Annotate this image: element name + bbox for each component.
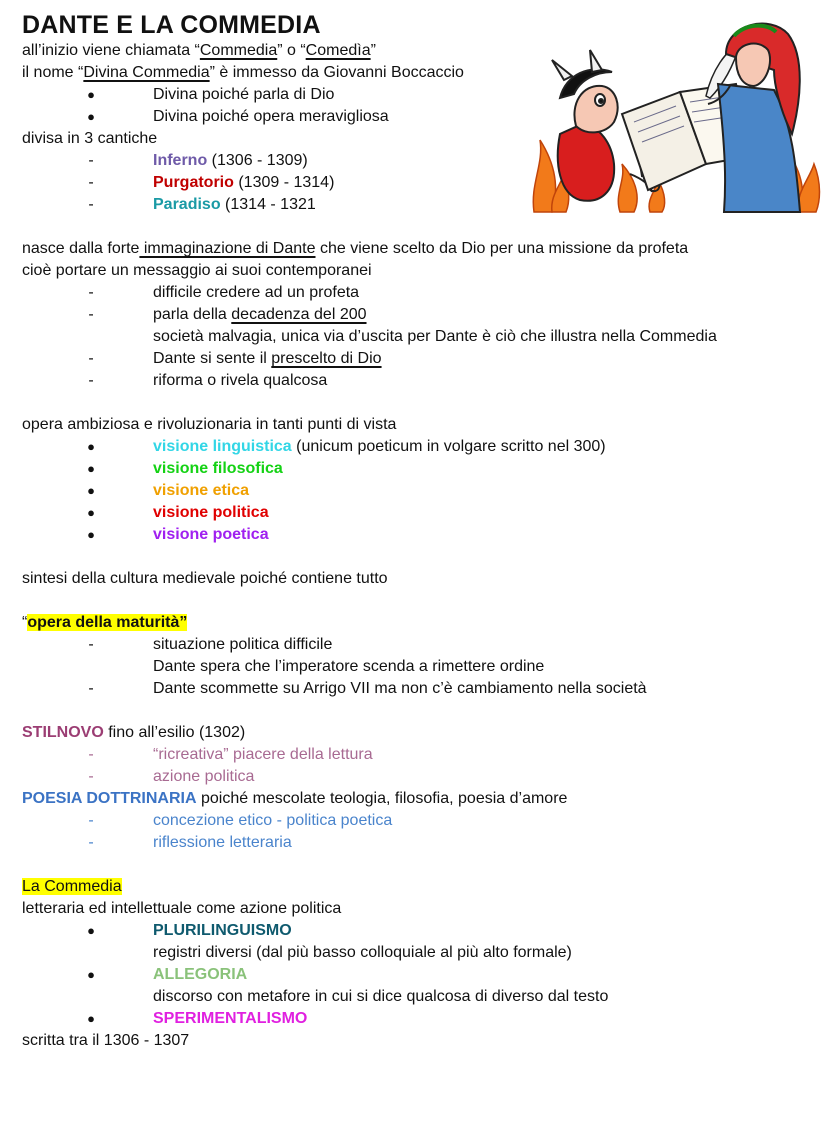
dash-icon: - [88,372,94,389]
term-comedia: Comedìa [305,42,371,59]
dash-icon: - [88,812,94,829]
list-item-continuation: società malvagia, unica via d’uscita per Dante è ciò che illustra nella Commedia [153,328,717,345]
plurilinguismo-item: ● PLURILINGUISMO [22,920,822,942]
term-commedia: Commedia [199,42,278,59]
maturita-heading: “opera della maturità” [22,614,188,631]
cantica-paradiso: - Paradiso (1314 - 1321 [22,194,822,216]
bullet-icon: ● [87,461,95,476]
sintesi-line: sintesi della cultura medievale poiché contiene tutto [22,570,388,587]
list-item: ● Divina poiché opera meravigliosa [22,106,822,128]
dottrinaria-heading: POESIA DOTTRINARIA poiché mescolate teologia, filosofia, poesia d’amore [22,790,568,807]
visione-politica: ● visione politica [22,502,822,524]
page-title: DANTE E LA COMMEDIA [22,11,321,39]
profeta-line-1: nasce dalla forte immaginazione di Dante che viene scelto da Dio per una missione da profeta [22,240,689,257]
dash-icon: - [88,284,94,301]
allegoria-item: ● ALLEGORIA [22,964,822,986]
cantica-inferno: - Inferno (1306 - 1309) [22,150,822,172]
bullet-icon: ● [87,439,95,454]
dante-and-devil-cartoon [530,14,822,214]
bullet-icon: ● [87,109,95,124]
bullet-icon: ● [87,1011,95,1026]
bullet-icon: ● [87,483,95,498]
visione-filosofica: ● visione filosofica [22,458,822,480]
bullet-icon: ● [87,87,95,102]
list-item: - riflessione letteraria [22,832,822,854]
dash-icon: - [88,834,94,851]
visione-linguistica: ● visione linguistica (unicum poeticum in volgare scritto nel 300) [22,436,822,458]
bullet-icon: ● [87,967,95,982]
term-divina-commedia: Divina Commedia [83,64,210,81]
list-item: - difficile credere ad un profeta [22,282,822,304]
list-item-continuation: Dante spera che l’imperatore scenda a rimettere ordine [153,658,545,675]
dash-icon: - [88,636,94,653]
list-item: - azione politica [22,766,822,788]
dash-icon: - [88,746,94,763]
list-item: - concezione etico - politica poetica [22,810,822,832]
dash-icon: - [88,768,94,785]
profeta-line-2: cioè portare un messaggio ai suoi contemporanei [22,262,372,279]
list-item: - parla della decadenza del 200 [22,304,822,326]
commedia-heading: La Commedia [22,878,122,895]
cantica-purgatorio: - Purgatorio (1309 - 1314) [22,172,822,194]
commedia-line-2: letteraria ed intellettuale come azione politica [22,900,342,917]
dash-icon: - [88,174,94,191]
dash-icon: - [88,196,94,213]
list-item: ● Divina poiché parla di Dio [22,84,822,106]
dash-icon: - [88,152,94,169]
stilnovo-heading: STILNOVO fino all’esilio (1302) [22,724,246,741]
sperimentalismo-item: ● SPERIMENTALISMO [22,1008,822,1030]
bullet-icon: ● [87,923,95,938]
visione-poetica: ● visione poetica [22,524,822,546]
bullet-icon: ● [87,505,95,520]
final-line: scritta tra il 1306 - 1307 [22,1032,190,1049]
bullet-icon: ● [87,527,95,542]
intro-line-2: il nome “Divina Commedia” è immesso da Giovanni Boccaccio [22,64,464,81]
dash-icon: - [88,306,94,323]
dante-figure [708,24,800,212]
list-item-continuation: discorso con metafore in cui si dice qualcosa di diverso dal testo [153,988,609,1005]
list-item: - Dante scommette su Arrigo VII ma non c’è cambiamento nella società [22,678,822,700]
visioni-intro: opera ambiziosa e rivoluzionaria in tanti punti di vista [22,416,397,433]
list-item-continuation: registri diversi (dal più basso colloquiale al più alto formale) [153,944,572,961]
dash-icon: - [88,680,94,697]
list-item: - riforma o rivela qualcosa [22,370,822,392]
list-item: - Dante si sente il prescelto di Dio [22,348,822,370]
visione-etica: ● visione etica [22,480,822,502]
dash-icon: - [88,350,94,367]
intro-line-1: all’inizio viene chiamata “Commedia” o “Comedìa” [22,42,376,59]
list-item: - “ricreativa” piacere della lettura [22,744,822,766]
cantiche-intro: divisa in 3 cantiche [22,130,158,147]
list-item: - situazione politica difficile [22,634,822,656]
